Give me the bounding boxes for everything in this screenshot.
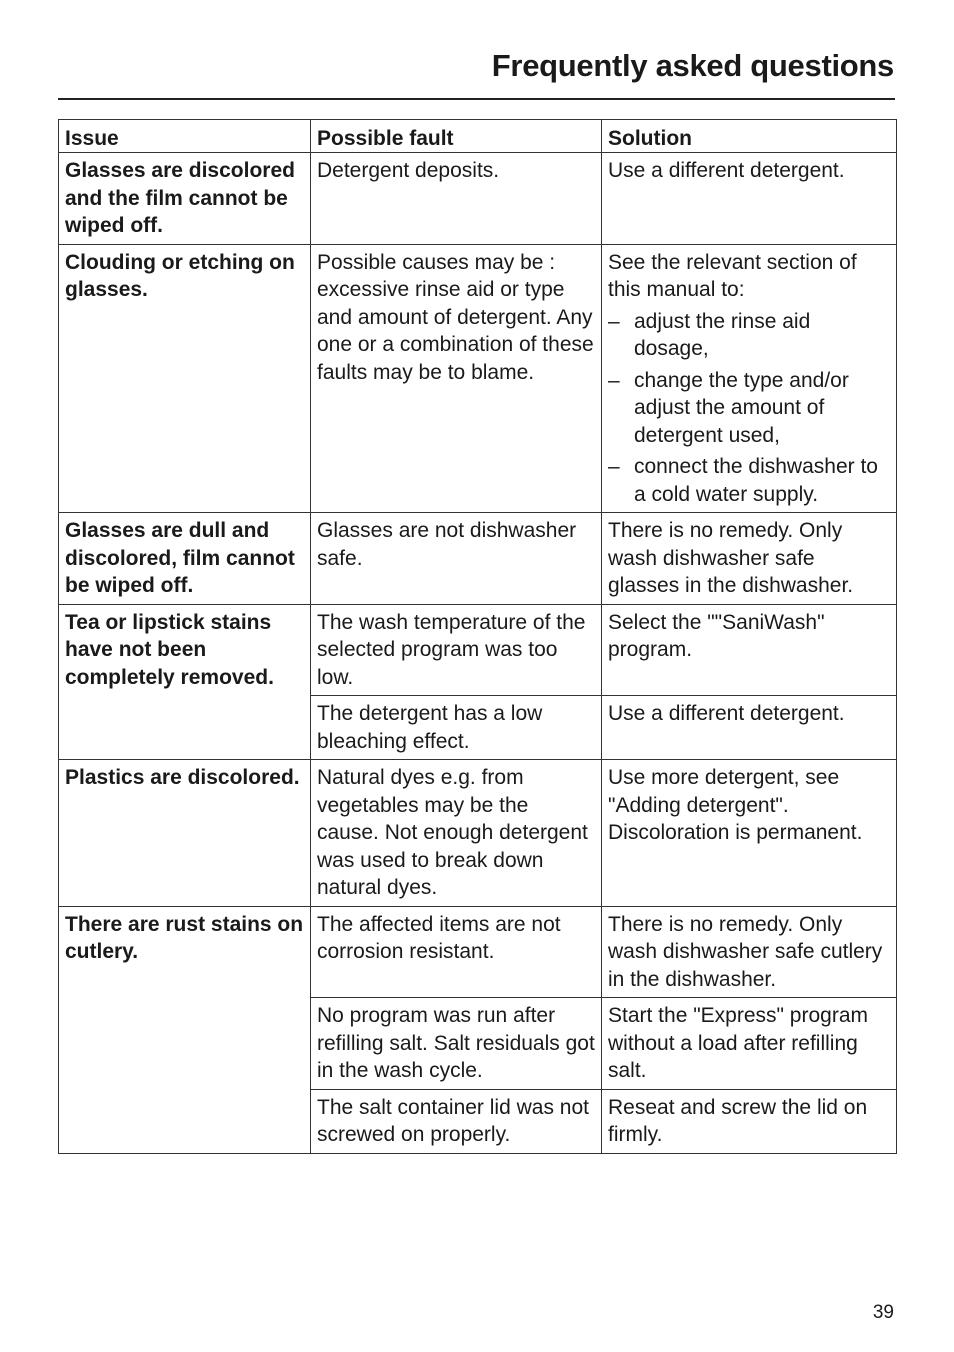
fault-cell: The detergent has a low bleaching effect.: [311, 696, 602, 760]
table-row: [59, 760, 897, 907]
solution-cell: [602, 244, 897, 513]
page-number: 39: [872, 1302, 894, 1323]
fault-cell: Glasses are not dishwasher safe.: [311, 513, 602, 605]
dash-bullet-icon: –: [608, 309, 620, 333]
title-divider: [58, 98, 895, 100]
dash-bullet-icon: –: [608, 455, 620, 478]
issue-cell: Clouding or etching on glasses.: [59, 244, 311, 513]
solution-list-item-text: connect the dishwasher to a cold water supply.: [634, 455, 878, 506]
solution-cell: Reseat and screw the lid on firmly.: [602, 1089, 897, 1153]
issue-cell: There are rust stains on cutlery.: [59, 906, 311, 1153]
column-header-issue: Issue: [59, 120, 311, 153]
column-header-possible-fault: Possible fault: [311, 120, 602, 153]
fault-cell: The salt container lid was not screwed on properly.: [311, 1089, 602, 1153]
fault-cell: No program was run after refilling salt. Salt residuals got in the wash cycle.: [311, 998, 602, 1090]
dash-bullet-icon: –: [608, 368, 620, 392]
issue-cell: Glasses are dull and discolored, film cannot be wiped off.: [59, 513, 311, 605]
issue-cell: Glasses are discolored and the film cannot be wiped off.: [59, 153, 311, 245]
issue-cell: Plastics are discolored.: [59, 760, 311, 907]
table-row: [59, 604, 897, 696]
fault-cell: Possible causes may be : excessive rinse aid or type and amount of detergent. Any one or a combination of these faults may be to blame.: [311, 244, 602, 513]
table-row: [59, 244, 897, 513]
table-row: [59, 513, 897, 605]
solution-cell: Use a different detergent.: [602, 153, 897, 245]
fault-cell: Detergent deposits.: [311, 153, 602, 245]
fault-cell: The wash temperature of the selected program was too low.: [311, 604, 602, 696]
solution-cell: Use more detergent, see "Adding detergent". Discoloration is permanent.: [602, 760, 897, 907]
issue-cell: Tea or lipstick stains have not been completely removed.: [59, 604, 311, 760]
solution-cell: There is no remedy. Only wash dishwasher safe glasses in the dishwasher.: [602, 513, 897, 605]
table-header-row: [59, 120, 897, 153]
column-header-solution: Solution: [602, 120, 897, 153]
fault-cell: Natural dyes e.g. from vegetables may be the cause. Not enough detergent was used to break down natural dyes.: [311, 760, 602, 907]
solution-cell: There is no remedy. Only wash dishwasher safe cutlery in the dishwasher.: [602, 906, 897, 998]
solution-intro: See the relevant section of this manual to:: [608, 250, 857, 301]
faq-table: [58, 119, 897, 1154]
solution-list-item-text: change the type and/or adjust the amount of detergent used,: [634, 368, 849, 447]
table-row: [59, 906, 897, 998]
solution-cell: Use a different detergent.: [602, 696, 897, 760]
solution-cell: Select the ""SaniWash" program.: [602, 604, 897, 696]
fault-cell: The affected items are not corrosion resistant.: [311, 906, 602, 998]
solution-list-item-text: adjust the rinse aid dosage,: [634, 309, 811, 360]
solution-list-item: [608, 453, 890, 508]
solution-list-item: [608, 367, 890, 450]
page-title: Frequently asked questions: [491, 48, 894, 83]
solution-list-item: [608, 308, 890, 363]
table-row: [59, 153, 897, 245]
solution-cell: Start the "Express" program without a load after refilling salt.: [602, 998, 897, 1090]
